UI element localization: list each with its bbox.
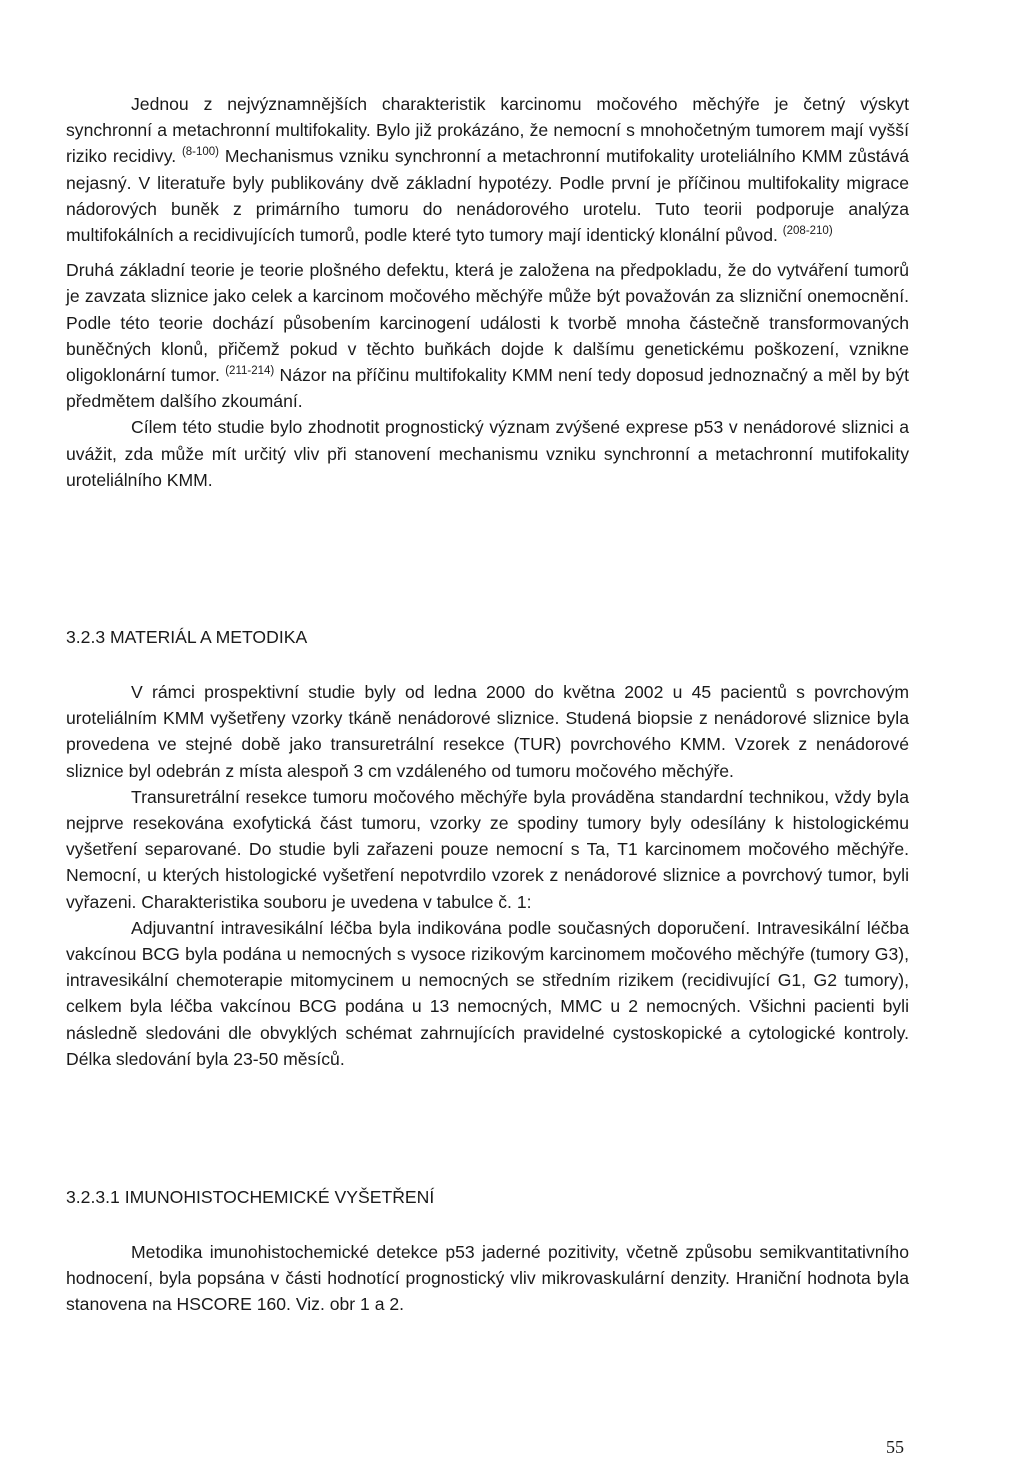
page-number: 55 (886, 1437, 904, 1457)
imuno-block (66, 1239, 909, 1318)
citation-8-100: (8-100) (181, 146, 220, 159)
intro-paragraph-2 (66, 257, 909, 414)
material-paragraph-3: Adjuvantní intravesikální léčba byla indikována podle současných doporučení. Intravesikální léčba vakcínou BCG byla podána u nemocných s vysoce rizikovým karcinomem močového měchýře (tumory G3), intravesikální chemoterapie mitomycinem u nemocných se středním rizikem (recidivující G1, G2 tumory), celkem byla léčba vakcínou BCG podána u 13 nemocných, MMC u 2 nemocných. Všichni pacienti byli následně sledováni dle obvyklých schémat zahrnujících pravidelné cystoskopické a cytologické kontroly. Délka sledování byla 23-50 měsíců. (66, 917, 909, 1069)
intro-paragraph-2-text-cont: Názor na příčinu multifokality KMM není tedy doposud jednoznačný a měl by být předmětem dalšího zkoumání. (66, 365, 910, 412)
intro-paragraph-3: Cílem této studie bylo zhodnotit prognostický význam zvýšené exprese p53 v nenádorové sliznici a uvážit, zda může mít určitý vliv při stanovení mechanismu vzniku synchronní a metachronní mutifokality uroteliálního KMM. (66, 417, 909, 490)
imuno-paragraph-1: Metodika imunohistochemické detekce p53 jaderné pozitivity, včetně způsobu semikvantitativního hodnocení, byla popsána v části hodnotící prognostický vliv mikrovaskulární denzity. Hraniční hodnota byla stanovena na HSCORE 160. Viz. obr 1 a 2. (66, 1242, 909, 1315)
citation-211-214: (211-214) (225, 365, 275, 378)
material-block (66, 679, 909, 1072)
material-paragraph-2: Transuretrální resekce tumoru močového měchýře byla prováděna standardní technikou, vždy byla nejprve resekována exofytická část tumoru, vzorky ze spodiny tumory byly odesílány k histologickému vyšetření separované. Do studie byli zařazeni pouze nemocní s Ta, T1 karcinomem močového měchýře. Nemocní, u kterých histologické vyšetření nepotvrdilo vzorek z nenádorové sliznice a povrchový tumor, byli vyřazeni. Charakteristika souboru je uvedena v tabulce č. 1: (66, 786, 909, 912)
intro-paragraph-1-text-cont: Mechanismus vzniku synchronní a metachronní mutifokality uroteliálního KMM zůstává nejasný. V literatuře byly publikovány dvě základní hypotézy. Podle první je příčinou multifokality migrace nádorových buněk z primárního tumoru do nenádorového urotelu. Tuto teorii podporuje analýza multifokálních a recidivujících tumorů, podle které tyto tumory mají identický klonální původ. (66, 146, 909, 246)
citation-208-210: (208-210) (782, 225, 833, 238)
material-paragraph-1: V rámci prospektivní studie byly od ledna 2000 do května 2002 u 45 pacientů s povrchovým uroteliálním KMM vyšetřeny vzorky tkáně nenádorové sliznice. Studená biopsie z nenádorové sliznice byla provedena ve stejné době jako transuretrální resekce (TUR) povrchového KMM. Vzorek z nenádorové sliznice byl odebrán z místa alespoň 3 cm vzdáleného od tumoru močového měchýře. (66, 682, 909, 781)
section-heading-material: 3.2.3 MATERIÁL A METODIKA (66, 627, 308, 647)
intro-block (66, 91, 909, 493)
intro-paragraph-2-text: Druhá základní teorie je teorie plošného defektu, která je založena na předpokladu, že do vytváření tumorů je zavzata sliznice jako celek a karcinom močového měchýře může být považován za slizniční onemocnění. Podle této teorie dochází působením karcinogení události k tvorbě mnoha částečně transformovaných buněčných klonů, přičemž pokud v těchto buňkách dojde k dalšímu genetickému poškození, vznikne oligoklonární tumor. (66, 260, 909, 386)
intro-paragraph-1 (66, 91, 909, 248)
section-heading-imuno: 3.2.3.1 IMUNOHISTOCHEMICKÉ VYŠETŘENÍ (66, 1187, 435, 1207)
intro-paragraph-1-text: Jednou z nejvýznamnějších charakteristik karcinomu močového měchýře je četný výskyt synchronní a metachronní multifokality. Bylo již prokázáno, že nemocní s mnohočetným tumorem mají vyšší riziko recidivy. (66, 94, 909, 167)
